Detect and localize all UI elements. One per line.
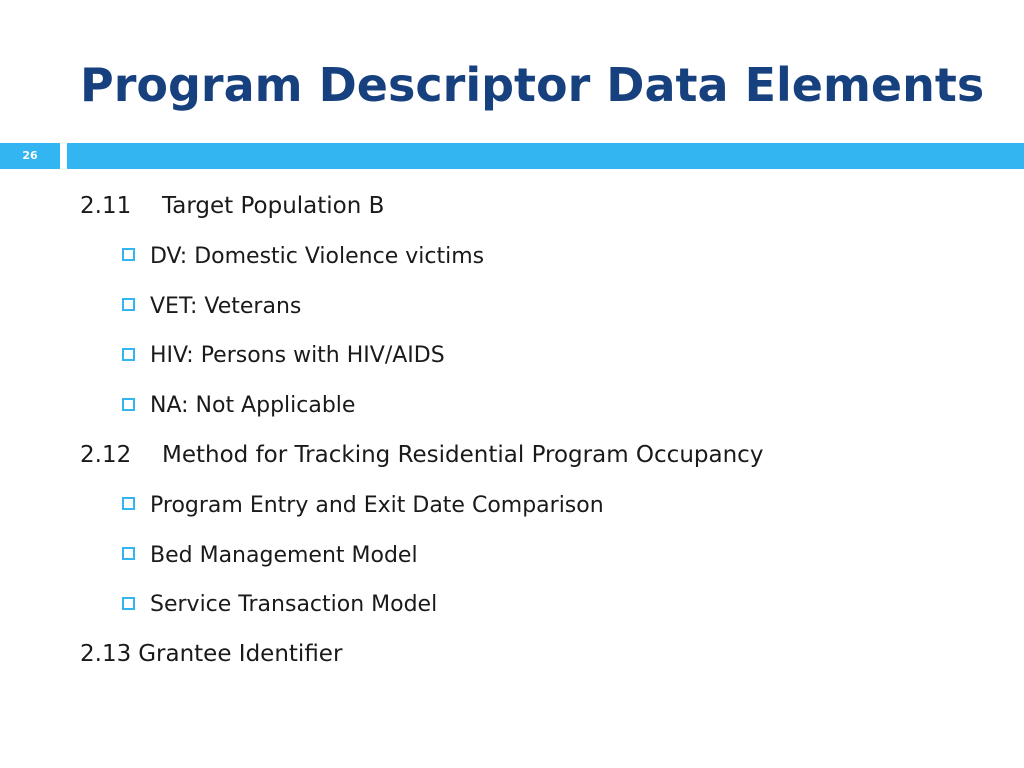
square-bullet-icon [122, 348, 135, 361]
slide-title: Program Descriptor Data Elements [80, 58, 985, 112]
section-label: Target Population B [162, 193, 385, 219]
list-item [80, 381, 984, 431]
list-item-text: Bed Management Model [150, 542, 418, 568]
section-number: 2.12 [80, 441, 132, 468]
list-item [80, 232, 984, 282]
square-bullet-icon [122, 597, 135, 610]
square-bullet-icon [122, 298, 135, 311]
slide-number: 26 [0, 143, 60, 169]
section-label: Grantee Identifier [138, 641, 343, 668]
section-label: Method for Tracking Residential Program Occupancy [162, 441, 764, 468]
section-number: 2.13 [80, 641, 132, 668]
section-2-13 [80, 630, 984, 680]
square-bullet-icon [122, 497, 135, 510]
list-item [80, 481, 984, 531]
list-item [80, 282, 984, 332]
list-item-text: VET: Veterans [150, 293, 302, 319]
list-item [80, 331, 984, 381]
list-item-text: DV: Domestic Violence victims [150, 243, 485, 269]
accent-bar [67, 143, 1024, 169]
list-item-text: NA: Not Applicable [150, 393, 356, 419]
square-bullet-icon [122, 248, 135, 261]
list-item [80, 531, 984, 581]
square-bullet-icon [122, 547, 135, 560]
list-item-text: Service Transaction Model [150, 592, 438, 618]
list-item-text: Program Entry and Exit Date Comparison [150, 492, 604, 518]
list-item [80, 580, 984, 630]
slide-content [80, 182, 984, 680]
section-number: 2.11 [80, 193, 132, 219]
list-item-text: HIV: Persons with HIV/AIDS [150, 343, 445, 369]
square-bullet-icon [122, 398, 135, 411]
section-2-11 [80, 182, 984, 232]
section-2-12 [80, 431, 984, 481]
